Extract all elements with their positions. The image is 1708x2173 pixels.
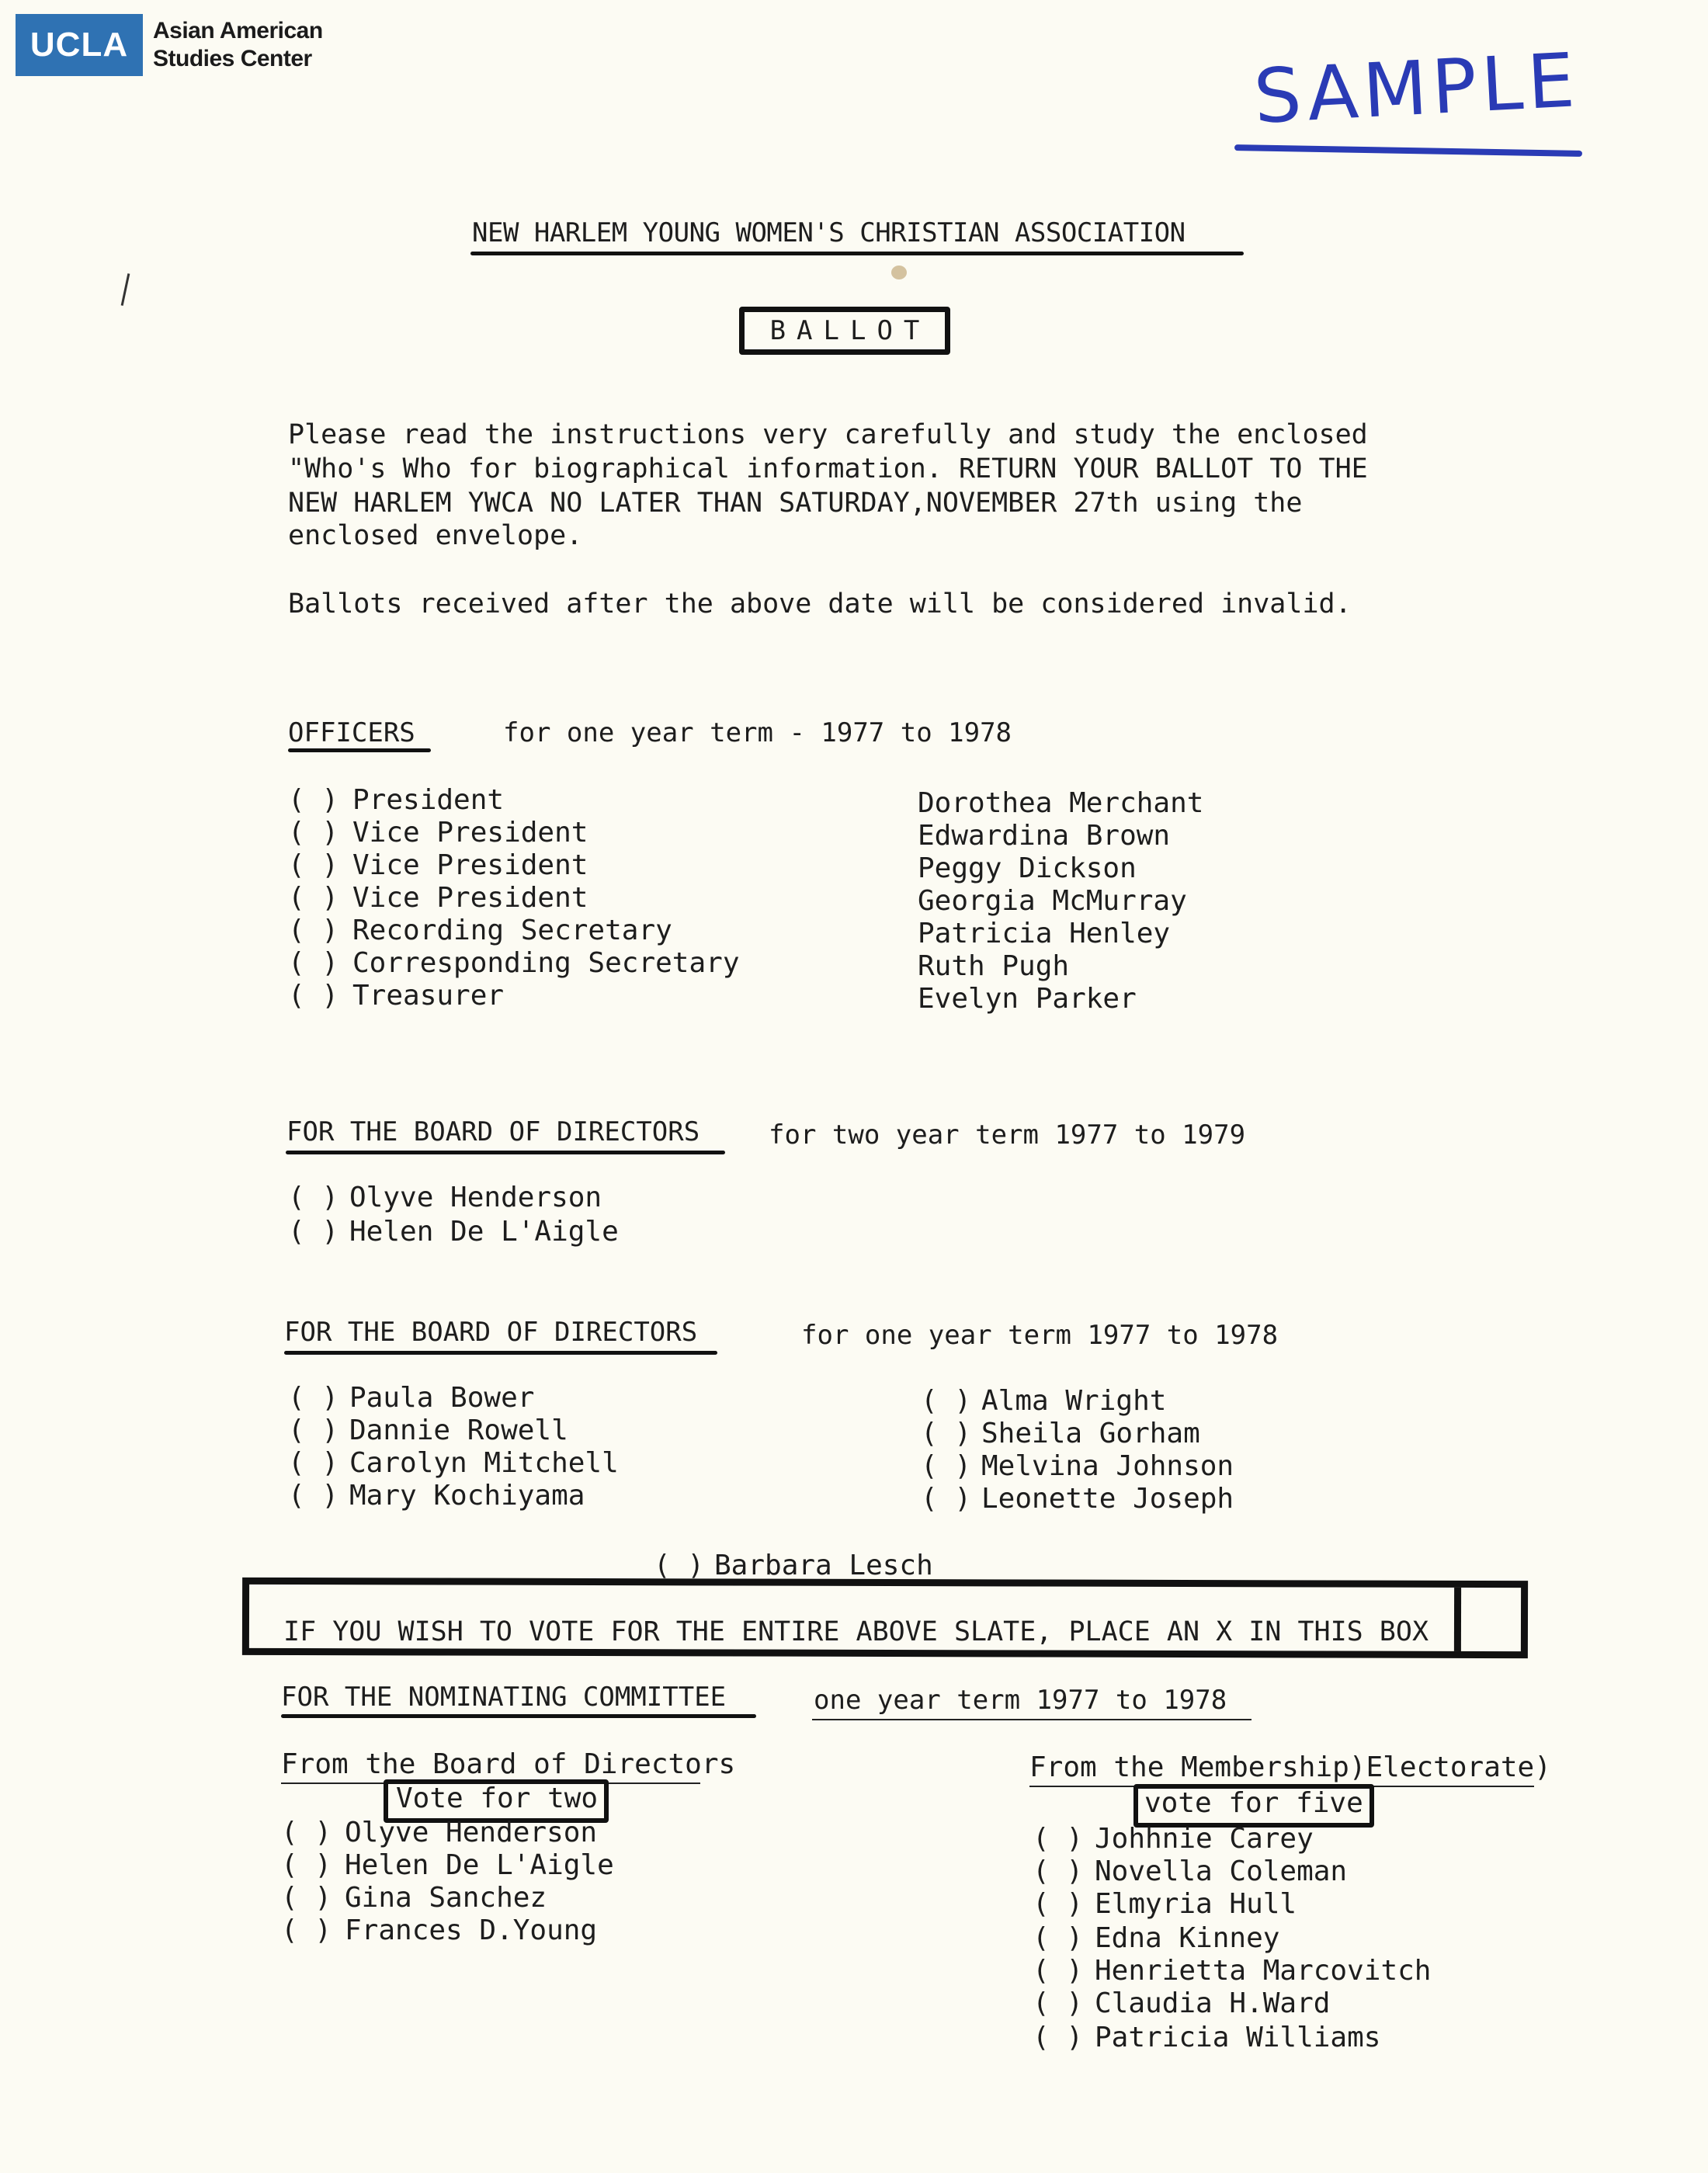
title-underline: [470, 252, 1244, 255]
board-one-year-candidate: Mary Kochiyama: [349, 1480, 585, 1512]
officer-nominee: Ruth Pugh: [918, 950, 1070, 982]
board-one-year-term: for one year term 1977 to 1978: [801, 1320, 1279, 1351]
nominating-member-checkbox[interactable]: ( ): [1033, 1823, 1084, 1855]
sample-stamp: SAMPLE: [1251, 36, 1581, 141]
instructions-line-2: "Who's Who for biographical information. RETURN YOUR BALLOT TO THE: [288, 453, 1368, 484]
nominating-heading: FOR THE NOMINATING COMMITTEE: [281, 1682, 727, 1713]
center-name-line2: Studies Center: [153, 46, 312, 71]
board-one-year-checkbox[interactable]: ( ): [288, 1415, 339, 1446]
nominating-member-candidate: Edna Kinney: [1095, 1922, 1280, 1954]
office-title: Vice President: [352, 882, 588, 914]
board-one-year-checkbox[interactable]: ( ): [654, 1550, 705, 1581]
slate-notice: IF YOU WISH TO VOTE FOR THE ENTIRE ABOVE SLATE, PLACE AN X IN THIS BOX: [283, 1616, 1429, 1647]
nominating-member-checkbox[interactable]: ( ): [1033, 1922, 1084, 1954]
nominating-board-candidate: Frances D.Young: [345, 1914, 598, 1946]
nominating-board-checkbox[interactable]: ( ): [281, 1914, 332, 1946]
board-two-year-underline: [286, 1151, 725, 1154]
board-two-year-candidate: Olyve Henderson: [349, 1182, 602, 1213]
nominating-member-candidate: Claudia H.Ward: [1095, 1987, 1331, 2019]
board-two-year-heading: FOR THE BOARD OF DIRECTORS: [286, 1116, 700, 1147]
office-title: Recording Secretary: [352, 915, 672, 946]
board-one-year-checkbox[interactable]: ( ): [921, 1418, 972, 1449]
officer-nominee: Peggy Dickson: [918, 852, 1137, 884]
officer-checkbox[interactable]: ( ): [288, 849, 339, 881]
board-two-year-checkbox[interactable]: ( ): [288, 1216, 339, 1248]
board-one-year-underline: [284, 1351, 717, 1355]
instructions-line-1: Please read the instructions very carefully and study the enclosed: [288, 419, 1368, 450]
board-one-year-candidate-extra: Barbara Lesch: [714, 1550, 933, 1581]
office-title: Vice President: [352, 817, 588, 849]
board-one-year-checkbox[interactable]: ( ): [288, 1382, 339, 1414]
nominating-board-candidate: Gina Sanchez: [345, 1882, 547, 1914]
board-one-year-checkbox[interactable]: ( ): [921, 1450, 972, 1482]
ballot-label: BALLOT: [769, 315, 931, 346]
office-title: Vice President: [352, 849, 588, 881]
board-one-year-candidate: Alma Wright: [981, 1385, 1167, 1417]
nominating-underline: [281, 1714, 756, 1718]
center-name-line1: Asian American: [153, 18, 323, 43]
organization-title: NEW HARLEM YOUNG WOMEN'S CHRISTIAN ASSOCIATION: [472, 217, 1186, 248]
officer-checkbox[interactable]: ( ): [288, 980, 339, 1012]
officer-nominee: Dorothea Merchant: [918, 787, 1204, 819]
stray-mark: [121, 273, 130, 306]
office-title: Corresponding Secretary: [352, 947, 740, 979]
board-one-year-checkbox[interactable]: ( ): [921, 1385, 972, 1417]
board-one-year-candidate: Sheila Gorham: [981, 1418, 1200, 1449]
officer-checkbox[interactable]: ( ): [288, 784, 339, 816]
board-group-label: From the Board of Directors: [281, 1748, 736, 1780]
instructions-line-3: NEW HARLEM YWCA NO LATER THAN SATURDAY,NOVEMBER 27th using the: [288, 488, 1303, 519]
board-one-year-candidate: Paula Bower: [349, 1382, 535, 1414]
nominating-board-candidate: Helen De L'Aigle: [345, 1849, 614, 1881]
nominating-member-candidate: Henrietta Marcovitch: [1095, 1955, 1432, 1987]
office-title: Treasurer: [352, 980, 505, 1012]
nominating-board-checkbox[interactable]: ( ): [281, 1882, 332, 1914]
board-one-year-checkbox[interactable]: ( ): [921, 1483, 972, 1515]
ucla-logo: UCLA: [16, 14, 143, 76]
paper-stain: [891, 266, 907, 279]
nominating-board-checkbox[interactable]: ( ): [281, 1817, 332, 1848]
board-one-year-candidate: Dannie Rowell: [349, 1415, 568, 1446]
nominating-member-candidate: Novella Coleman: [1095, 1855, 1348, 1887]
board-two-year-candidate: Helen De L'Aigle: [349, 1216, 619, 1248]
nominating-member-candidate: Johhnie Carey: [1095, 1823, 1314, 1855]
nominating-member-checkbox[interactable]: ( ): [1033, 1888, 1084, 1920]
sample-underline: [1234, 144, 1582, 157]
officers-underline: [288, 748, 431, 752]
office-title: President: [352, 784, 505, 816]
ballot-label-box: [739, 307, 950, 355]
officer-nominee: Edwardina Brown: [918, 820, 1171, 852]
nominating-member-candidate: Patricia Williams: [1095, 2022, 1381, 2053]
officer-checkbox[interactable]: ( ): [288, 882, 339, 914]
nominating-member-checkbox[interactable]: ( ): [1033, 2022, 1084, 2053]
board-one-year-candidate: Melvina Johnson: [981, 1450, 1234, 1482]
nominating-board-checkbox[interactable]: ( ): [281, 1849, 332, 1881]
officer-checkbox[interactable]: ( ): [288, 817, 339, 849]
board-one-year-candidate: Leonette Joseph: [981, 1483, 1234, 1515]
nominating-term-underline: [812, 1719, 1251, 1720]
board-one-year-checkbox[interactable]: ( ): [288, 1480, 339, 1512]
officer-nominee: Georgia McMurray: [918, 885, 1187, 917]
board-two-year-term: for two year term 1977 to 1979: [769, 1119, 1246, 1151]
nominating-board-candidate: Olyve Henderson: [345, 1817, 598, 1848]
vote-for-two-label: Vote for two: [396, 1782, 599, 1814]
officer-nominee: Evelyn Parker: [918, 983, 1137, 1015]
slate-checkbox[interactable]: [1454, 1588, 1521, 1651]
center-name: [153, 17, 323, 73]
invalid-notice: Ballots received after the above date will be considered invalid.: [288, 588, 1352, 620]
nominating-member-candidate: Elmyria Hull: [1095, 1888, 1297, 1920]
officers-heading: OFFICERS: [288, 717, 415, 748]
nominating-member-checkbox[interactable]: ( ): [1033, 1855, 1084, 1887]
membership-group-label: From the Membership)Electorate): [1029, 1751, 1551, 1783]
board-one-year-checkbox[interactable]: ( ): [288, 1447, 339, 1479]
instructions-line-4: enclosed envelope.: [288, 520, 583, 551]
vote-for-five-label: vote for five: [1144, 1787, 1363, 1819]
officers-term: for one year term - 1977 to 1978: [503, 717, 1012, 748]
board-one-year-heading: FOR THE BOARD OF DIRECTORS: [284, 1317, 698, 1348]
nominating-member-checkbox[interactable]: ( ): [1033, 1987, 1084, 2019]
nominating-term: one year term 1977 to 1978: [814, 1685, 1227, 1716]
nominating-member-checkbox[interactable]: ( ): [1033, 1955, 1084, 1987]
board-two-year-checkbox[interactable]: ( ): [288, 1182, 339, 1213]
officer-nominee: Patricia Henley: [918, 918, 1171, 949]
officer-checkbox[interactable]: ( ): [288, 947, 339, 979]
officer-checkbox[interactable]: ( ): [288, 915, 339, 946]
board-one-year-candidate: Carolyn Mitchell: [349, 1447, 619, 1479]
